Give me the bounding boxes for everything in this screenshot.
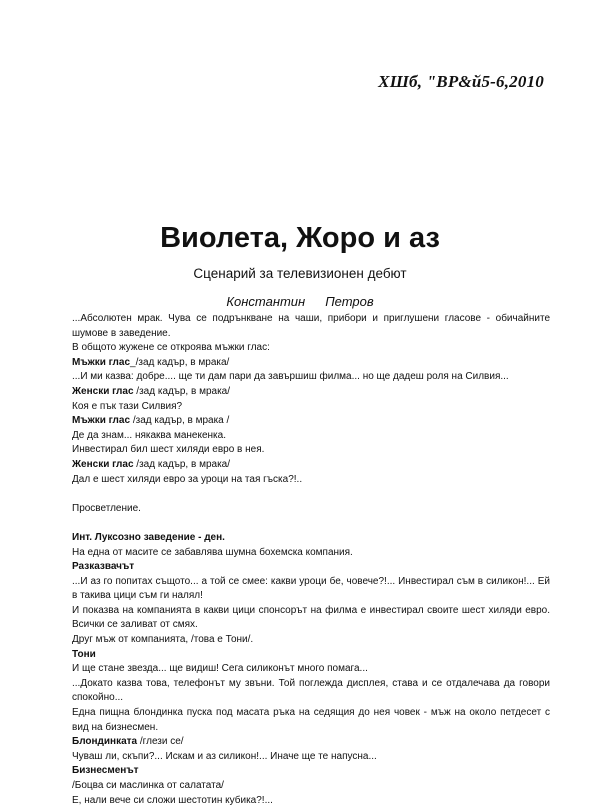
speaker-line (72, 560, 550, 575)
paragraph: ...Абсолютен мрак. Чува се подрънкване на чаши, прибори и приглушени гласове - обичайните шумове в заведение. (72, 313, 550, 339)
speaker-name: Бизнесменът (72, 765, 139, 777)
stage-direction: /глези се/ (137, 736, 184, 748)
paragraph: Друг мъж от компанията, /това е Тони/. (72, 634, 254, 646)
paragraph: Една пищна блондинка пуска под масата ръка на седящия до нея човек - мъж на около петдесет с вид на бизнесмен. (72, 707, 550, 733)
scene-heading-text: Инт. Луксозно заведение - ден. (72, 531, 225, 543)
speaker-name: Женски глас (72, 458, 134, 470)
screenplay-body (72, 312, 550, 808)
dialogue-line: Коя е пък тази Силвия? (72, 400, 183, 412)
speaker-line (72, 356, 550, 371)
speaker-name: Тони (72, 648, 96, 660)
author-line (0, 294, 600, 309)
spacer (72, 487, 550, 502)
paragraph: Просветление. (72, 502, 141, 514)
dialogue-line: Е, нали вече си сложи шестотин кубика?!... (72, 794, 273, 806)
author-first-name: Константин (226, 294, 306, 309)
dialogue-line: ...И ми казва: добре.... ще ти дам пари да завършиш филма... но ще дадеш роля на Силвия... (72, 371, 509, 383)
paragraph: В общото жужене се откроява мъжки глас: (72, 342, 270, 354)
speaker-name: Мъжки глас (72, 356, 131, 368)
stage-direction: /зад кадър, в мрака / (130, 415, 230, 427)
paragraph: И показва на компанията в какви цици спонсорът на филма е инвестирал своите шест хиляди евро. Всички се заливат от смях. (72, 604, 550, 631)
dialogue-line: Инвестирал бил шест хиляди евро в нея. (72, 444, 265, 456)
spacer (72, 516, 550, 531)
speaker-line (72, 385, 550, 400)
stage-direction: /зад кадър, в мрака/ (133, 385, 231, 397)
speaker-name: Блондинката (72, 736, 138, 748)
journal-issue-code: ХШб, "ВР&й5-6,2010 (378, 72, 544, 91)
speaker-line (72, 764, 550, 779)
author-last-name: Петров (325, 294, 374, 309)
speaker-name: Разказвачът (72, 561, 135, 573)
speaker-line (72, 648, 550, 663)
scene-heading (72, 531, 550, 546)
dialogue-line: Чуваш ли, скъпи?... Искам и аз силикон!... Иначе ще те напусна... (72, 750, 377, 762)
dialogue-line: Дал е шест хиляди евро за уроци на тая гъска?!.. (72, 473, 303, 485)
dialogue-line: Де да знам... някаква манекенка. (72, 429, 226, 441)
speaker-line (72, 735, 550, 750)
stage-direction: _/зад кадър, в мрака/ (130, 356, 230, 368)
document-title: Виолета, Жоро и аз (160, 222, 440, 254)
speaker-name: Женски глас (72, 385, 134, 397)
speaker-line (72, 458, 550, 473)
paragraph: ...Докато казва това, телефонът му звъни. Той поглежда дисплея, става и се отдалечава да говори спокойно... (72, 677, 550, 704)
stage-direction: /Боцва си маслинка от салатата/ (72, 780, 224, 791)
dialogue-line: ...И аз го попитах същото... а той се смее: какви уроци бе, човече?!... Инвестирал съм в силикон!... Ей в такива цици съм ги налял! (72, 575, 550, 602)
paragraph: На една от масите се забавлява шумна бохемска компания. (72, 546, 353, 558)
speaker-line (72, 414, 550, 429)
stage-direction: /зад кадър, в мрака/ (133, 458, 231, 470)
dialogue-line: И ще стане звезда... ще видиш! Сега силиконът много помага... (72, 663, 368, 675)
document-subtitle: Сценарий за телевизионен дебют (193, 266, 407, 281)
speaker-name: Мъжки глас (72, 415, 131, 427)
